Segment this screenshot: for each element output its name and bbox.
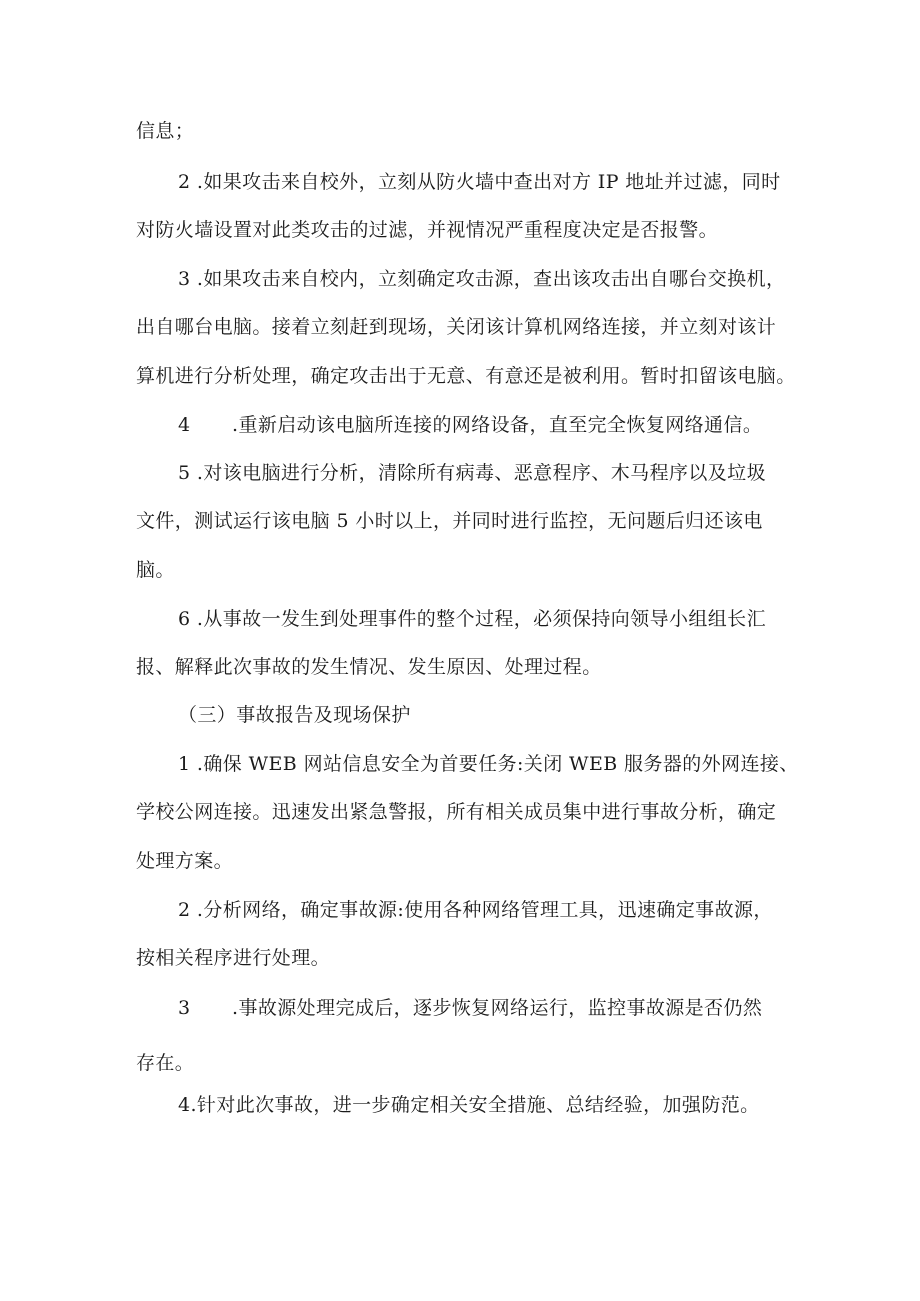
text-line: 2 .如果攻击来自校外，立刻从防火墙中查出对方 IP 地址并过滤，同时: [178, 171, 781, 193]
text-line: 3 .如果攻击来自校内，立刻确定攻击源，查出该攻击出自哪台交换机，: [178, 268, 786, 290]
section-heading: （三）事故报告及现场保护: [178, 704, 411, 726]
text-line: 处理方案。: [136, 850, 234, 872]
text-line: 脑。: [136, 559, 175, 581]
list-number: 3: [178, 997, 191, 1019]
text-line: 学校公网连接。迅速发出紧急警报，所有相关成员集中进行事故分析，确定: [136, 801, 777, 823]
text-line: .事故源处理完成后，逐步恢复网络运行，监控事故源是否仍然: [232, 997, 763, 1019]
text-line: 1 .确保 WEB 网站信息安全为首要任务:关闭 WEB 服务器的外网连接、: [178, 753, 799, 775]
text-line: .重新启动该电脑所连接的网络设备，直至完全恢复网络通信。: [232, 414, 763, 436]
text-line: 5 .对该电脑进行分析，清除所有病毒、恶意程序、木马程序以及垃圾: [178, 462, 766, 484]
text-line: 算机进行分析处理，确定攻击出于无意、有意还是被利用。暂时扣留该电脑。: [136, 365, 796, 387]
text-line: 存在。: [136, 1052, 195, 1074]
text-line: 4.针对此次事故，进一步确定相关安全措施、总结经验，加强防范。: [178, 1094, 760, 1116]
text-line: 6 .从事故一发生到处理事件的整个过程，必须保持向领导小组组长汇: [178, 608, 766, 630]
list-number: 4: [178, 414, 191, 436]
text-line: 对防火墙设置对此类攻击的过滤，并视情况严重程度决定是否报警。: [136, 219, 719, 241]
text-line: 出自哪台电脑。接着立刻赶到现场，关闭该计算机网络连接，并立刻对该计: [136, 316, 777, 338]
text-line: 报、解释此次事故的发生情况、发生原因、处理过程。: [136, 656, 602, 678]
text-line: 文件，测试运行该电脑 5 小时以上，并同时进行监控，无问题后归还该电: [136, 510, 763, 532]
text-line: 2 .分析网络，确定事故源:使用各种网络管理工具，迅速确定事故源，: [178, 899, 773, 921]
text-line: 按相关程序进行处理。: [136, 947, 331, 969]
text-line: 信息；: [136, 120, 195, 142]
